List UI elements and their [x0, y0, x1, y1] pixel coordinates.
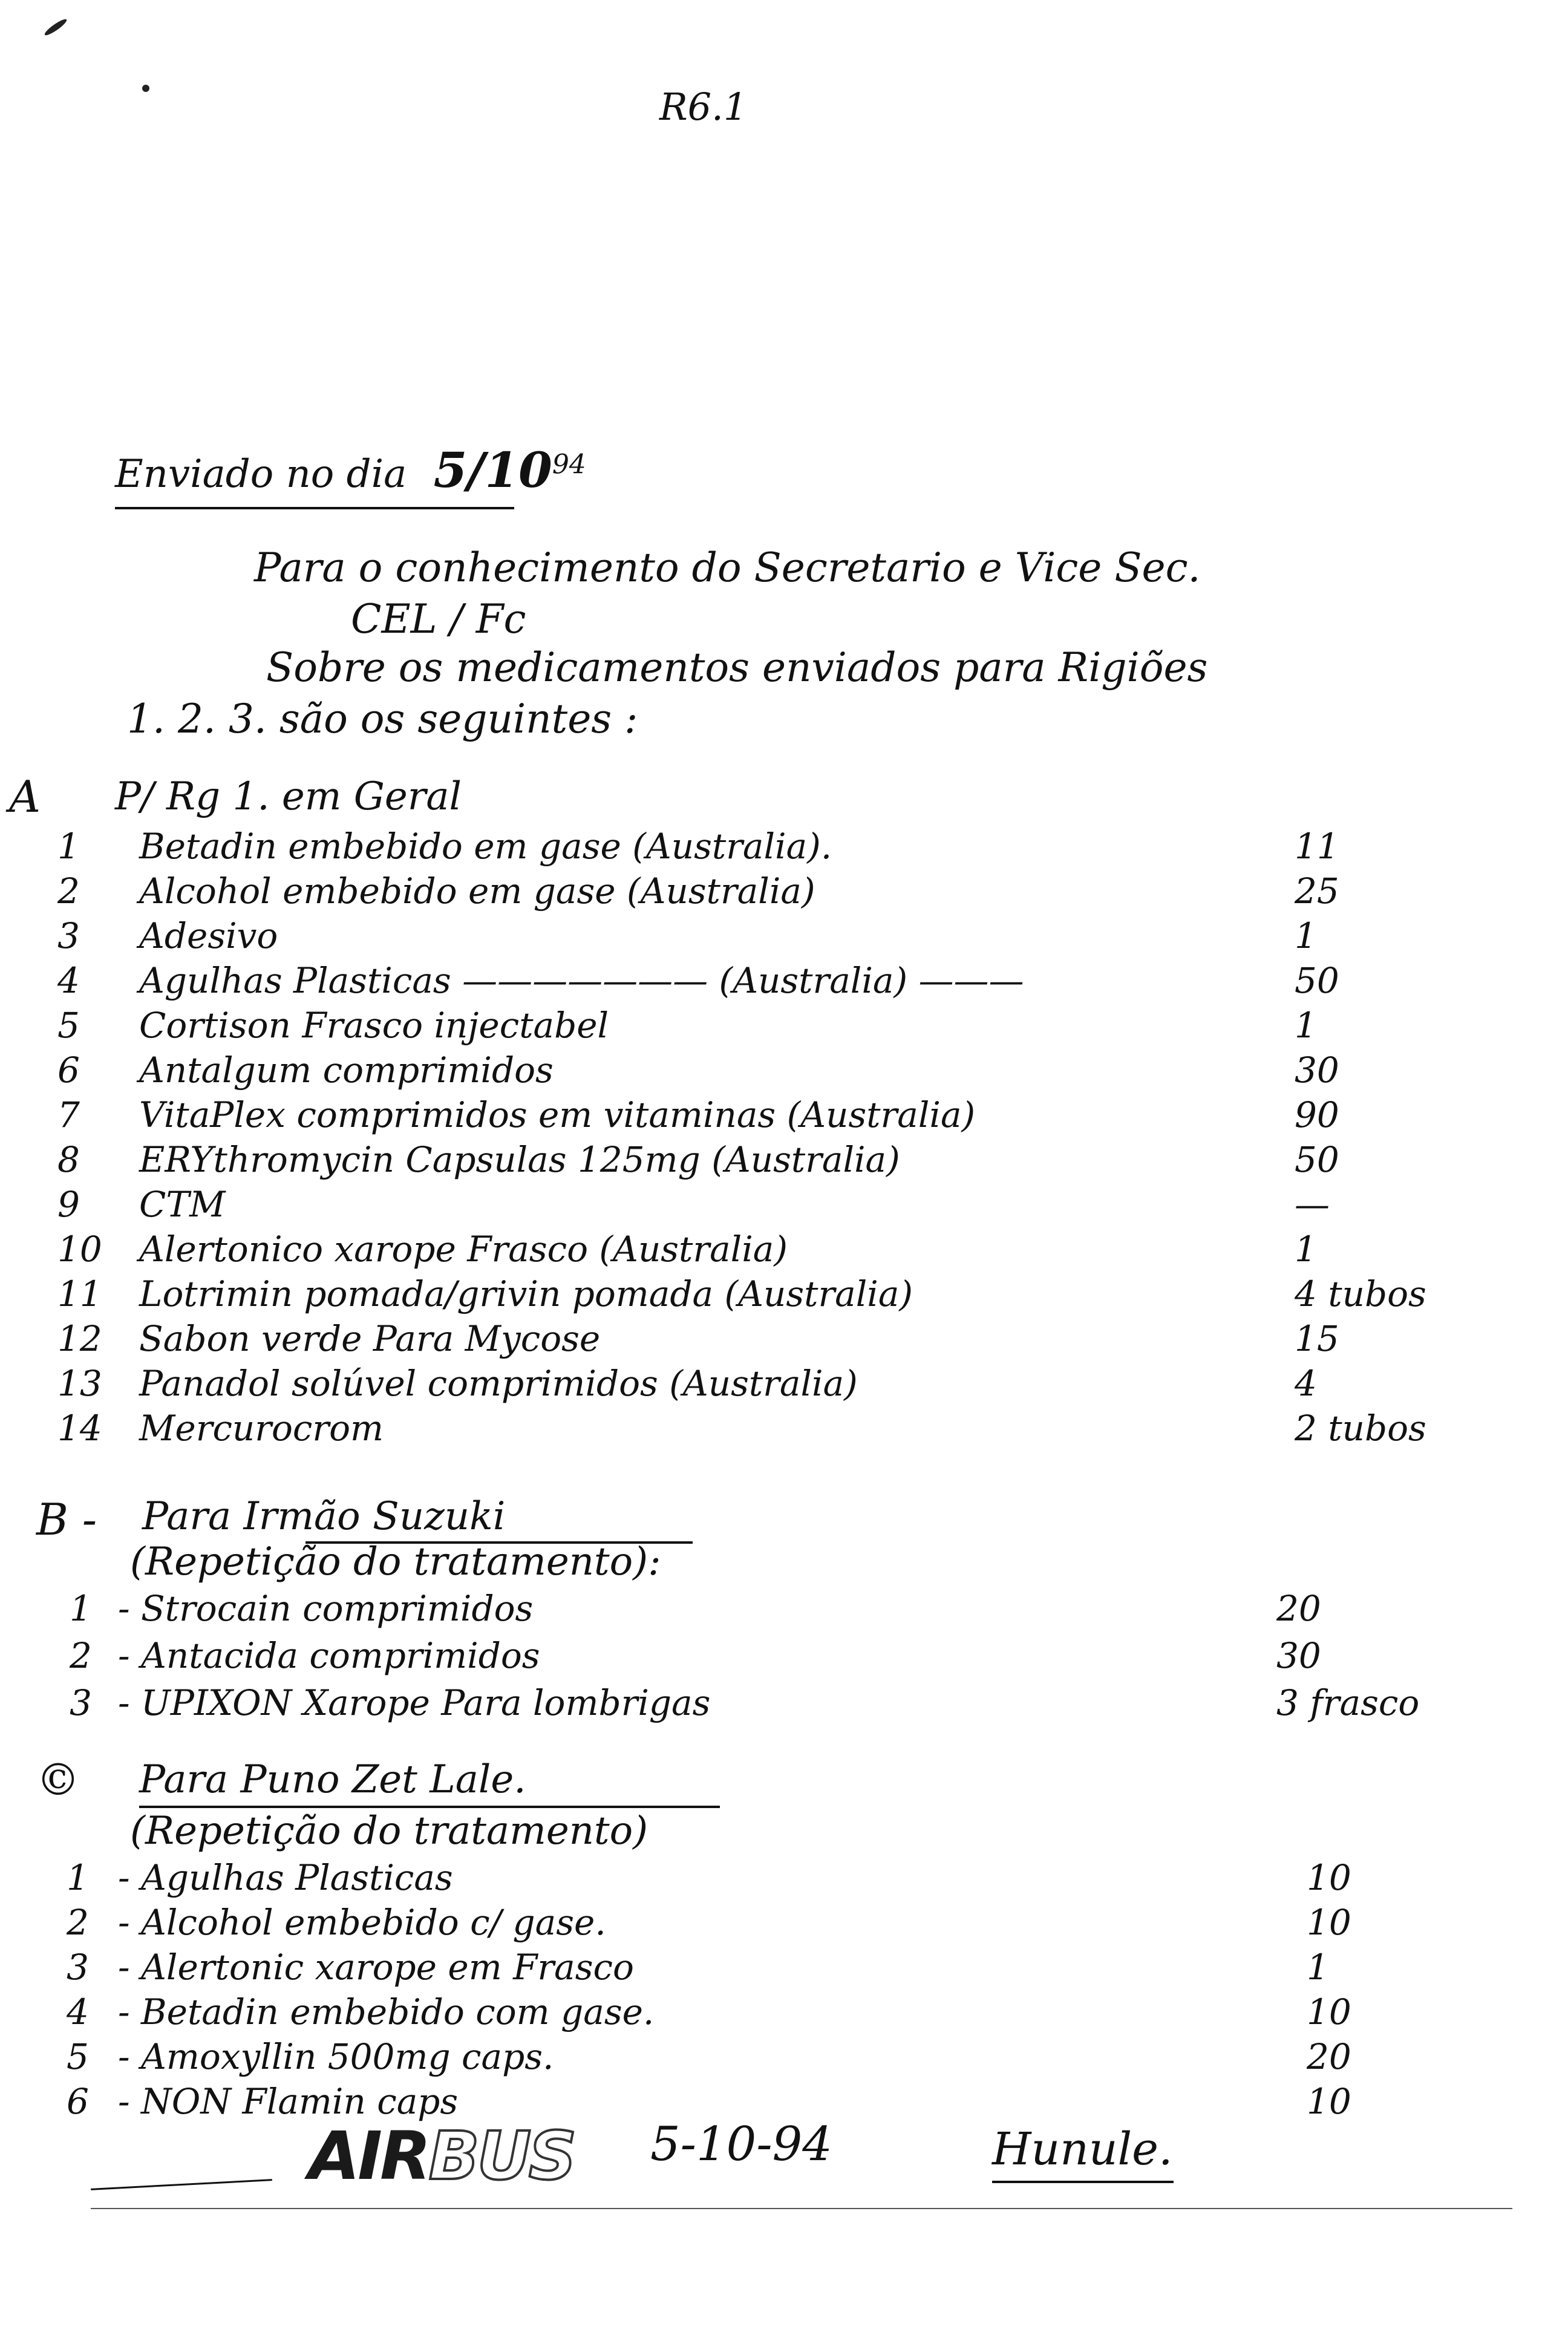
- item-text: - Antacida comprimidos: [118, 1635, 540, 1676]
- item-text: VitaPlex comprimidos em vitaminas (Australia): [139, 1094, 976, 1135]
- item-quantity: 50: [1295, 960, 1339, 1001]
- footer-rule: [91, 2208, 1512, 2209]
- item-number: 7: [57, 1094, 80, 1135]
- item-quantity: 2 tubos: [1295, 1408, 1426, 1449]
- item-text: Antalgum comprimidos: [139, 1050, 554, 1091]
- sent-label-text: Enviado no dia: [115, 452, 407, 497]
- item-text: Cortison Frasco injectabel: [139, 1005, 609, 1046]
- section-c-underline: [139, 1806, 720, 1808]
- item-text: Alcohol embebido em gase (Australia): [139, 870, 815, 912]
- sent-underline: [115, 507, 514, 509]
- section-a-title: P/ Rg 1. em Geral: [115, 774, 462, 819]
- item-quantity: 1: [1307, 1947, 1329, 1988]
- item-text: - Alertonic xarope em Frasco: [118, 1947, 634, 1988]
- item-quantity: 90: [1295, 1094, 1339, 1135]
- item-text: - Agulhas Plasticas: [118, 1857, 453, 1898]
- item-text: - NON Flamin caps: [118, 2081, 459, 2122]
- logo-air: AIR: [309, 2117, 429, 2195]
- item-text: Adesivo: [139, 915, 278, 956]
- item-text: - Strocain comprimidos: [118, 1588, 534, 1629]
- item-quantity: 20: [1276, 1588, 1321, 1629]
- item-text: CTM: [139, 1184, 226, 1225]
- item-number: 5: [67, 2036, 89, 2077]
- item-number: 2: [70, 1635, 92, 1676]
- logo-bus: BUS: [428, 2117, 575, 2195]
- item-text: Panadol solúvel comprimidos (Australia): [139, 1363, 858, 1404]
- item-number: 3: [57, 915, 80, 956]
- item-number: 1: [67, 1857, 89, 1898]
- item-quantity: 30: [1295, 1050, 1339, 1091]
- item-text: - Amoxyllin 500mg caps.: [118, 2036, 554, 2077]
- corner-mark: [43, 17, 68, 37]
- section-b-title: Para Irmão Suzuki: [142, 1494, 506, 1539]
- page-reference: R6.1: [659, 85, 748, 129]
- item-quantity: 11: [1295, 826, 1339, 867]
- signature-underline: [992, 2181, 1174, 2183]
- item-quantity: 15: [1295, 1318, 1339, 1359]
- item-quantity: 1: [1295, 915, 1317, 956]
- item-quantity: —: [1295, 1184, 1330, 1225]
- item-text: Agulhas Plasticas ——————— (Australia) ———: [139, 960, 1024, 1001]
- item-number: 2: [67, 1902, 89, 1943]
- airbus-logo: [309, 2117, 574, 2195]
- dot-mark: [142, 85, 149, 92]
- intro-line-2: CEL / Fc: [351, 596, 526, 642]
- item-text: Mercurocrom: [139, 1408, 384, 1449]
- item-text: Betadin embebido em gase (Australia).: [139, 826, 832, 867]
- item-number: 6: [67, 2081, 89, 2122]
- item-number: 11: [57, 1273, 102, 1314]
- item-quantity: 10: [1307, 1991, 1351, 2032]
- item-number: 5: [57, 1005, 80, 1046]
- sent-year: 94: [552, 449, 586, 480]
- item-number: 3: [70, 1682, 92, 1723]
- item-text: - Alcohol embebido c/ gase.: [118, 1902, 606, 1943]
- item-number: 12: [57, 1318, 102, 1359]
- item-quantity: 1: [1295, 1229, 1317, 1270]
- section-b-subtitle: (Repetição do tratamento):: [130, 1539, 661, 1584]
- item-number: 1: [70, 1588, 92, 1629]
- section-a-letter: A: [9, 771, 41, 822]
- intro-line-4: 1. 2. 3. são os seguintes :: [127, 696, 638, 742]
- intro-line-1: Para o conhecimento do Secretario e Vice Sec.: [254, 544, 1201, 591]
- item-quantity: 30: [1276, 1635, 1321, 1676]
- section-c-letter: ©: [36, 1754, 80, 1805]
- logo-left-stripe: [91, 2179, 272, 2190]
- item-text: Lotrimin pomada/grivin pomada (Australia): [139, 1273, 913, 1314]
- item-number: 2: [57, 870, 80, 912]
- sent-date: 5/10: [433, 442, 552, 498]
- item-number: 6: [57, 1050, 80, 1091]
- item-quantity: 50: [1295, 1139, 1339, 1180]
- item-number: 4: [67, 1991, 89, 2032]
- item-text: Alertonico xarope Frasco (Australia): [139, 1229, 788, 1270]
- item-text: ERYthromycin Capsulas 125mg (Australia): [139, 1139, 900, 1180]
- item-quantity: 4: [1295, 1363, 1317, 1404]
- item-number: 10: [57, 1229, 102, 1270]
- item-number: 3: [67, 1947, 89, 1988]
- item-quantity: 1: [1295, 1005, 1317, 1046]
- item-number: 8: [57, 1139, 80, 1180]
- item-number: 14: [57, 1408, 102, 1449]
- item-quantity: 10: [1307, 1902, 1351, 1943]
- item-number: 4: [57, 960, 80, 1001]
- item-text: - UPIXON Xarope Para lombrigas: [118, 1682, 711, 1723]
- item-number: 1: [57, 826, 80, 867]
- item-quantity: 10: [1307, 2081, 1351, 2122]
- section-c-title: Para Puno Zet Lale.: [139, 1757, 526, 1802]
- item-quantity: 4 tubos: [1295, 1273, 1426, 1314]
- intro-line-3: Sobre os medicamentos enviados para Rigiões: [266, 644, 1208, 691]
- item-number: 9: [57, 1184, 80, 1225]
- item-text: Sabon verde Para Mycose: [139, 1318, 601, 1359]
- section-c-subtitle: (Repetição do tratamento): [130, 1809, 648, 1853]
- item-quantity: 20: [1307, 2036, 1351, 2077]
- item-quantity: 10: [1307, 1857, 1351, 1898]
- item-number: 13: [57, 1363, 102, 1404]
- item-quantity: 25: [1295, 870, 1339, 912]
- item-text: - Betadin embebido com gase.: [118, 1991, 655, 2032]
- item-quantity: 3 frasco: [1276, 1682, 1420, 1723]
- sent-label: [115, 442, 586, 498]
- section-b-letter: B -: [36, 1494, 97, 1545]
- signature: Hunule.: [992, 2123, 1173, 2175]
- footer-date: 5-10-94: [650, 2117, 832, 2172]
